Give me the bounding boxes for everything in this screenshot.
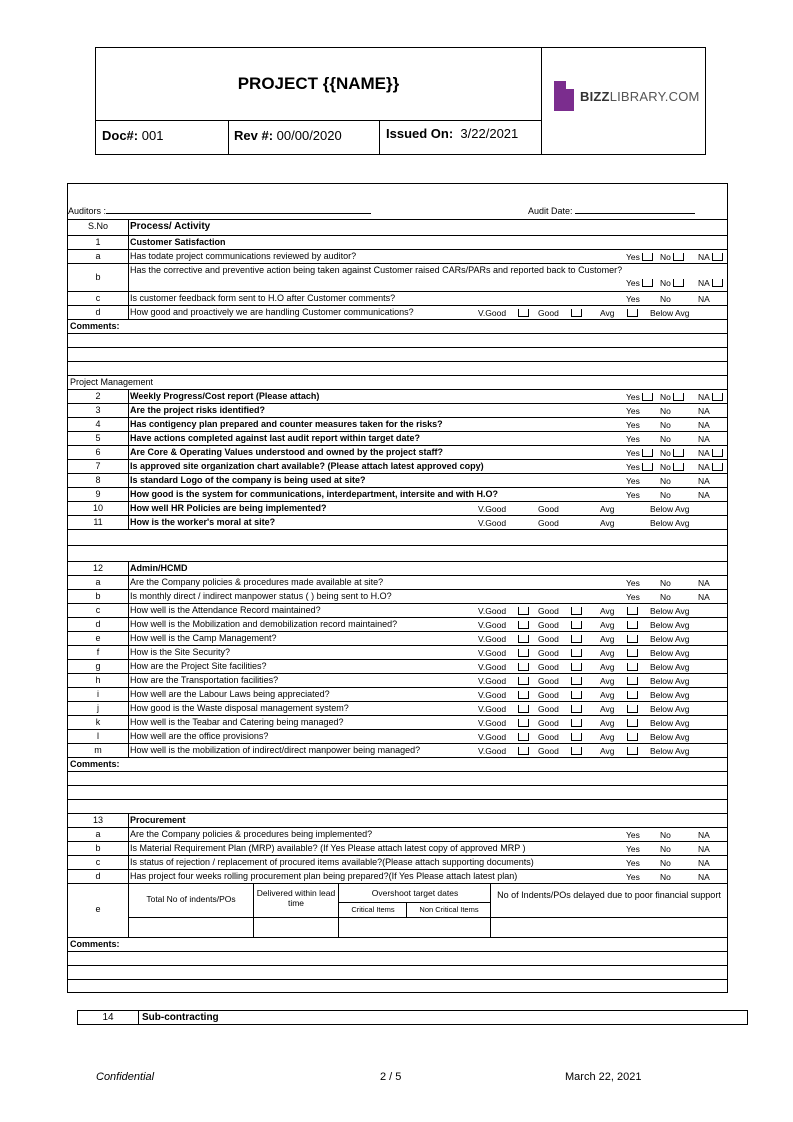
logo: BIZZLIBRARY.COM — [554, 81, 700, 111]
table-row: 12 Admin/HCMD — [68, 562, 727, 576]
table-row: a Has todate project communications reviewed by auditor? Yes No NA — [68, 250, 727, 264]
blank-row — [68, 334, 727, 348]
table-row: d How well is the Mobilization and demobilization record maintained? V.Good Good Avg Below Avg — [68, 618, 727, 632]
table-row: l How well are the office provisions? V.Good Good Avg Below Avg — [68, 730, 727, 744]
procurement-indents-row: e Total No of indents/POs Delivered within lead time Overshoot target dates Critical Items Non Critical Items No of Indents/POs delayed due to poor financial support — [68, 884, 727, 938]
table-row: j How good is the Waste disposal management system? V.Good Good Avg Below Avg — [68, 702, 727, 716]
table-row: 8 Is standard Logo of the company is being used at site? Yes No NA — [68, 474, 727, 488]
table-row: g How are the Project Site facilities? V.Good Good Avg Below Avg — [68, 660, 727, 674]
audit-checklist-table — [67, 183, 728, 993]
footer-confidential: Confidential — [96, 1071, 155, 1083]
section-row: Comments: — [68, 320, 727, 334]
table-row: 11 How is the worker's moral at site? V.Good Good Avg Below Avg — [68, 516, 727, 530]
table-row: e How well is the Camp Management? V.Good Good Avg Below Avg — [68, 632, 727, 646]
section-row: Comments: — [68, 758, 727, 772]
blank-row — [68, 530, 727, 546]
doc-number: Doc#: 001 — [102, 128, 164, 143]
table-row: d How good and proactively we are handling Customer communications? V.Good Good Avg Below Avg — [68, 306, 727, 320]
table-row: b Has the corrective and preventive action being taken against Customer raised CARs/PARs and reported back to Customer? Yes No NA — [68, 264, 727, 292]
table-row: 3 Are the project risks identified? Yes No NA — [68, 404, 727, 418]
page-title: PROJECT {{NAME}} — [237, 74, 400, 93]
table-row: f How is the Site Security? V.Good Good Avg Below Avg — [68, 646, 727, 660]
table-row: 1 Customer Satisfaction — [68, 236, 727, 250]
table-row: b Is monthly direct / indirect manpower status ( ) being sent to H.O? Yes No NA — [68, 590, 727, 604]
blank-row — [68, 362, 727, 376]
footer-date: March 22, 2021 — [565, 1071, 642, 1083]
blank-row — [68, 786, 727, 800]
table-row: a Are the Company policies & procedures being implemented? Yes No NA — [68, 828, 727, 842]
blank-row — [68, 966, 727, 980]
table-row: c Is status of rejection / replacement of procured items available?(Please attach supporting documents) Yes No NA — [68, 856, 727, 870]
rev-number: Rev #: 00/00/2020 — [234, 128, 342, 143]
table-row: b Is Material Requirement Plan (MRP) available? (If Yes Please attach latest copy of approved MRP ) Yes No NA — [68, 842, 727, 856]
table-row: c Is customer feedback form sent to H.O after Customer comments? Yes No NA — [68, 292, 727, 306]
table-row: 9 How good is the system for communications, interdepartment, intersite and with H.O? Yes No NA — [68, 488, 727, 502]
table-row: m How well is the mobilization of indirect/direct manpower being managed? V.Good Good Avg Below Avg — [68, 744, 727, 758]
table-row: 2 Weekly Progress/Cost report (Please attach) Yes No NA — [68, 390, 727, 404]
table-row: 7 Is approved site organization chart available? (Please attach latest approved copy) Yes No NA — [68, 460, 727, 474]
issued-on: Issued On: 3/22/2021 — [386, 126, 519, 141]
table-row: h How are the Transportation facilities? V.Good Good Avg Below Avg — [68, 674, 727, 688]
auditors-row: Auditors : Audit Date: — [68, 184, 727, 220]
blank-row — [68, 546, 727, 562]
blank-row — [68, 800, 727, 814]
table-row: d Has project four weeks rolling procurement plan being prepared?(If Yes Please attach latest plan) Yes No NA — [68, 870, 727, 884]
table-row: c How well is the Attendance Record maintained? V.Good Good Avg Below Avg — [68, 604, 727, 618]
table-row: S.No Process/ Activity — [68, 220, 727, 236]
table-row: i How well are the Labour Laws being appreciated? V.Good Good Avg Below Avg — [68, 688, 727, 702]
table-row: 10 How well HR Policies are being implemented? V.Good Good Avg Below Avg — [68, 502, 727, 516]
table-row: a Are the Company policies & procedures made available at site? Yes No NA — [68, 576, 727, 590]
logo-icon — [554, 81, 574, 111]
sub-contracting-row: 14 Sub-contracting — [77, 1010, 748, 1025]
document-header — [95, 47, 706, 155]
table-row: 4 Has contigency plan prepared and counter measures taken for the risks? Yes No NA — [68, 418, 727, 432]
table-row: 5 Have actions completed against last audit report within target date? Yes No NA — [68, 432, 727, 446]
section-row: Project Management — [68, 376, 727, 390]
table-row: 13 Procurement — [68, 814, 727, 828]
section-row: Comments: — [68, 938, 727, 952]
footer-page: 2 / 5 — [380, 1071, 402, 1083]
blank-row — [68, 772, 727, 786]
blank-row — [68, 348, 727, 362]
blank-row — [68, 952, 727, 966]
table-row: 6 Are Core & Operating Values understood and owned by the project staff? Yes No NA — [68, 446, 727, 460]
table-row: k How well is the Teabar and Catering being managed? V.Good Good Avg Below Avg — [68, 716, 727, 730]
